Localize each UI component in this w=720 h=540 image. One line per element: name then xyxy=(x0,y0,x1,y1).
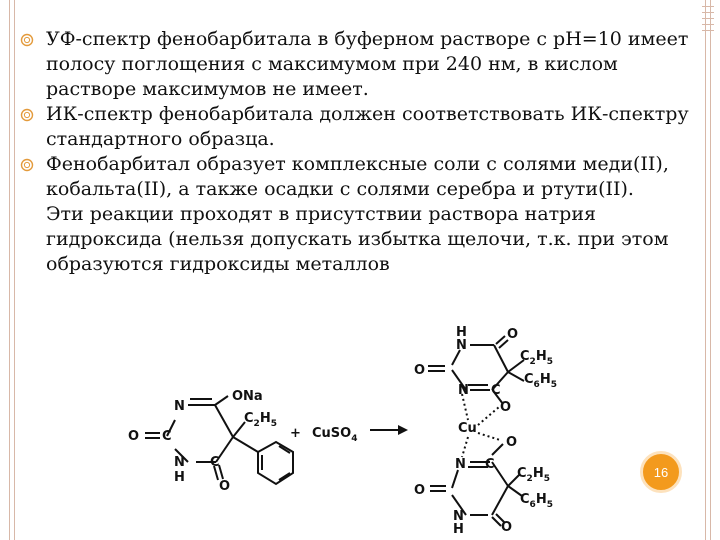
group-ethyl: $C_2H_5$ xyxy=(517,466,550,484)
atom-n: N xyxy=(458,383,469,398)
plus-sign: + xyxy=(290,426,301,441)
atom-n: N xyxy=(455,457,466,472)
atom-n: N xyxy=(174,455,185,470)
group-ethyl: $C_2H_5$ xyxy=(244,411,277,429)
atom-o: O xyxy=(506,435,518,450)
reagent-cuso4: CuSO$_4$ xyxy=(312,426,358,444)
atom-n: N xyxy=(453,509,464,524)
atom-o: O xyxy=(500,400,512,415)
group-ethyl: $C_2H_5$ xyxy=(520,349,553,367)
atom-o: O xyxy=(501,520,513,535)
atom-h: H xyxy=(453,522,464,537)
atom-c: C xyxy=(491,383,501,398)
atom-ona: ONa xyxy=(232,389,263,404)
bullet-text: ИК-спектр фенобарбитала должен соответствовать ИК-спектру стандартного образца. xyxy=(46,103,689,150)
atom-cu: Cu xyxy=(458,421,477,436)
atom-o: O xyxy=(414,483,426,498)
note-paragraph: Эти реакции проходят в присутствии раствора натрия гидроксида (нельзя допускать избытка щелочи, т.к. при этом образуются гидроксиды металлов xyxy=(46,203,669,275)
atom-o: O xyxy=(507,327,519,342)
atom-o: O xyxy=(128,429,140,444)
arrow-head xyxy=(398,425,408,435)
page-number-badge: 16 xyxy=(640,451,682,493)
group-phenyl: $C_6H_5$ xyxy=(524,372,557,390)
atom-h: H xyxy=(174,470,185,485)
atom-n: N xyxy=(174,399,185,414)
atom-c: C xyxy=(162,429,172,444)
atom-o: O xyxy=(219,479,231,494)
group-phenyl: $C_6H_5$ xyxy=(520,492,553,510)
bullet-text: УФ-спектр фенобарбитала в буферном растворе с рН=10 имеет полосу поглощения с максимумом при 240 нм, в кислом растворе максимумов не имеет. xyxy=(46,28,689,100)
atom-n: N xyxy=(456,338,467,353)
atom-c: C xyxy=(485,457,495,472)
atom-c: C xyxy=(210,455,220,470)
bullet-text: Фенобарбитал образует комплексные соли с солями меди(II), кобальта(II), а также осадки с солями серебра и ртути(II). xyxy=(46,153,669,200)
atom-h: H xyxy=(456,325,467,340)
atom-o: O xyxy=(414,363,426,378)
